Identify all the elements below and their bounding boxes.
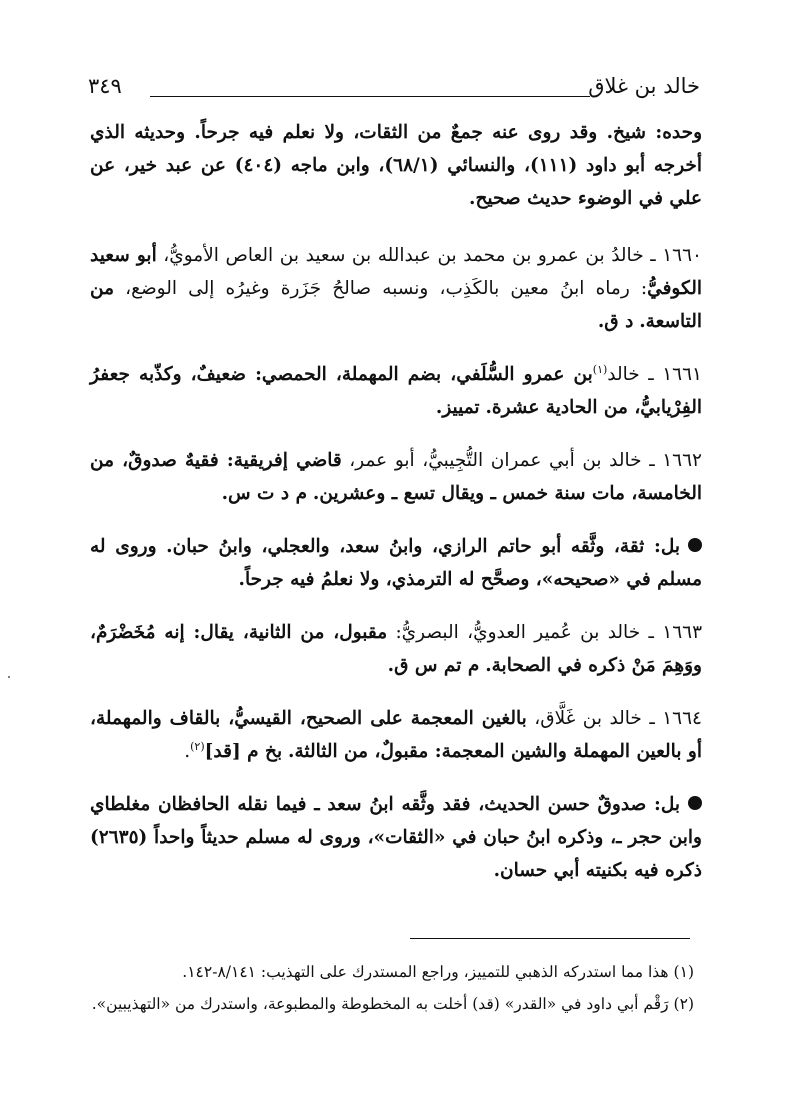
main-text [90,116,702,907]
entry-body: قاضي إفريقية: فقيهٌ صدوقٌ، من الخامسة، مات سنة خمس ـ ويقال تسع ـ وعشرين. [90,450,702,504]
editor-comment: بل: ثقة، وثَّقه أبو حاتم الرازي، وابنُ سعد، والعجلي، وابنُ حبان. وروى له مسلم في «صحيحه»، وصحَّح له الترمذي، ولا نعلمُ فيه جرحاً. [90,536,702,590]
footnote-ref[interactable]: (٢) [190,739,205,753]
footnote-marker: (٢) [673,995,694,1013]
entry-1664-comment [90,788,702,887]
entry-1661 [90,358,702,424]
entry-1662 [90,444,702,510]
entry-codes: م د ت س. [221,483,308,504]
entry-text: وحده: شيخ. وقد روى عنه جمعٌ من الثقات، ولا نعلم فيه جرحاً. وحديثه الذي أخرجه أبو داود (١١١)، والنسائي (٦٨/١)، وابن ماجه (٤٠٤) عن عبد خير، عن علي في الوضوء حديث صحيح. [90,122,702,209]
entry-1664: ١٦٦٤ ـ خالد بن غَلَّاق، بالغين المعجمة على الصحيح، القيسيُّ، بالقاف والمهملة، أو بالعين المهملة والشين المعجمة: مقبولٌ، من الثالثة. بخ م [قد]$^{(٢)}$. [90,708,702,762]
entry-kunya: أبو سعيد الكوفيُّ [90,245,702,299]
entry-codes: تمييز. [435,397,480,418]
entry-name: خالدُ بن عمرو بن محمد بن عبدالله بن سعيد بن العاص الأمويُّ، [156,245,644,266]
page-number: ٣٤٩ [88,74,122,98]
entry-name: خالد بن أبي عمران التُّجِيبيُّ، أبو عمر، [341,450,642,471]
entry-name: خالد بن عُمير العدويُّ، البصريُّ: [387,622,641,643]
footnote-ref[interactable]: (١) [592,362,608,376]
entry-number: ١٦٦١ ـ [648,364,702,385]
entry-continuation [90,116,702,215]
footnote-rule [410,938,690,939]
bullet-icon [688,796,702,810]
entry-body: : رماه ابنُ معين بالكَذِب، ونسبه صالحُ جَزَرة وغيرُه إلى الوضع، [114,278,648,299]
entry-number: ١٦٦٣ ـ [648,622,703,643]
entry-1662-comment [90,530,702,596]
entry-1660 [90,239,702,338]
editor-comment: بل: صدوقٌ حسن الحديث، فقد وثَّقه ابنُ سعد ـ فيما نقله الحافظان مغلطاي وابن حجر ـ، وذكره ابنُ حبان في «الثقات»، وروى له مسلم حديثاً واحداً (٢٦٣٥) ذكره فيه بكنيته أبي حسان. [90,794,702,881]
entry-codes: د ق. [597,311,634,332]
entry-name: خالد بن غَلَّاق، [526,708,642,729]
entry-name: خالد [607,364,640,385]
entry-codes: م تم س ق. [387,655,480,676]
entry-number: ١٦٦٢ ـ [649,450,702,471]
footnotes [91,956,694,1020]
entry-codes: بخ م [قد] [204,741,283,762]
bullet-icon [688,538,702,552]
entry-number: ١٦٦٠ ـ [650,245,702,266]
entry-number: ١٦٦٤ ـ [649,708,702,729]
entry-body: بالغين المعجمة على الصحيح، القيسيُّ، بالقاف والمهملة، أو بالعين المهملة والشين المعجمة: مقبولٌ، من الثالثة. [90,708,702,762]
entry-tail: من التاسعة. [90,278,702,332]
margin-mark [8,676,10,678]
footnote-2 [91,988,694,1020]
running-title: خالد بن غلاق [588,74,700,98]
header-rule [150,96,590,97]
footnote-marker: (١) [673,963,694,981]
running-head [88,72,700,106]
footnote-text: هذا مما استدركه الذهبي للتمييز، وراجع المستدرك على التهذيب: ٨/١٤١-١٤٢. [182,963,669,981]
entry-1663 [90,616,702,682]
entry-body: بن عمرو السُّلَفي، بضم المهملة، الحمصي: ضعيفٌ، وكذّبه جعفرُ الفِرْيابيُّ، من الحادية عشرة. [90,364,702,418]
footnote-text: رَقْم أبي داود في «القدر» (قد) أخلت به المخطوطة والمطبوعة، واستدرك من «التهذيبين». [91,995,669,1013]
entry-body: مقبول، من الثانية، يقال: إنه مُخَضْرَمٌ، ووَهِمَ مَنْ ذكره في الصحابة. [90,622,702,676]
footnote-1 [94,956,694,988]
